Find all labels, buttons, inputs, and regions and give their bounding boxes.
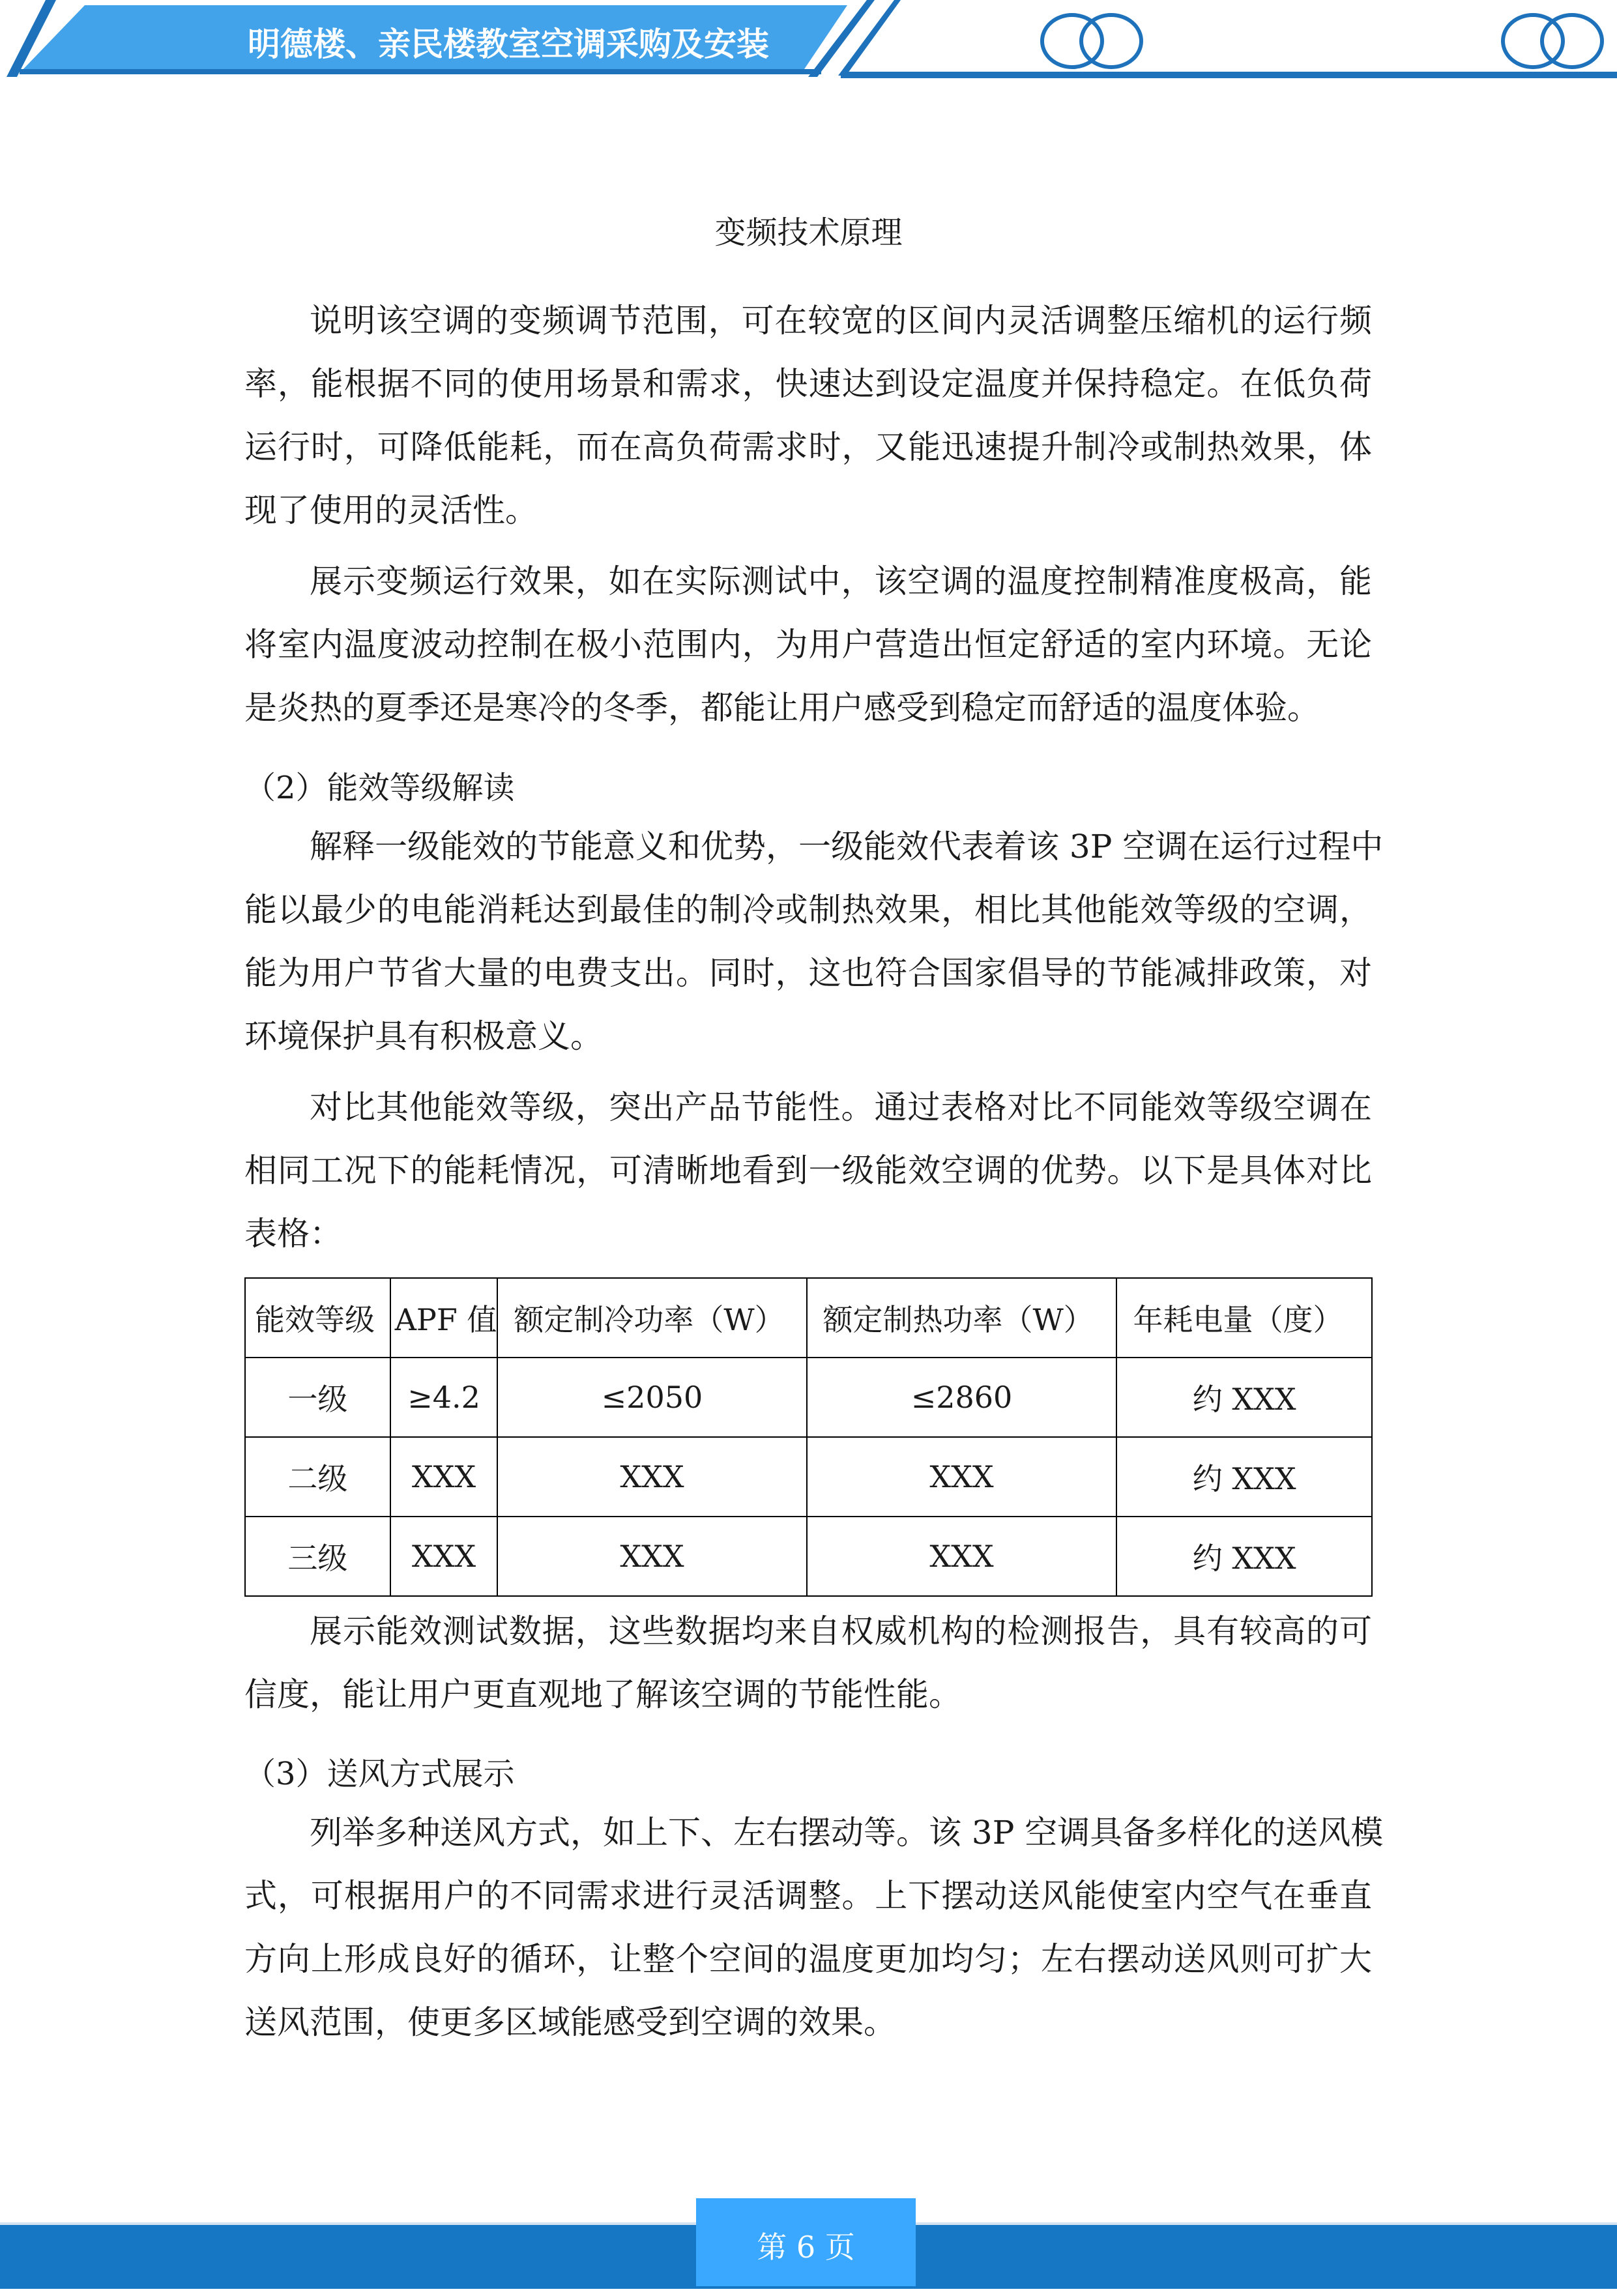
table-cell: ≥4.2 [390, 1358, 498, 1437]
table-cell: 一级 [245, 1358, 390, 1437]
paragraph-line: 将室内温度波动控制在极小范围内，为用户营造出恒定舒适的室内环境。无论 [244, 626, 1372, 663]
paragraph-line: 对比其他能效等级，突出产品节能性。通过表格对比不同能效等级空调在 [310, 1088, 1372, 1126]
subsection-heading: （3）送风方式展示 [244, 1756, 515, 1792]
paragraph-line: 解释一级能效的节能意义和优势，一级能效代表着该 3P 空调在运行过程中 [310, 828, 1384, 865]
paragraph-line: 信度，能让用户更直观地了解该空调的节能性能。 [244, 1676, 961, 1713]
table-row [245, 1517, 1372, 1596]
page-number: 第 6 页 [696, 2198, 916, 2286]
paragraph-line: 列举多种送风方式，如上下、左右摆动等。该 3P 空调具备多样化的送风模 [310, 1814, 1384, 1852]
energy-efficiency-table [244, 1277, 1373, 1597]
section-title: 变频技术原理 [714, 214, 903, 251]
table-cell: XXX [807, 1437, 1117, 1517]
paragraph-line: 相同工况下的能耗情况，可清晰地看到一级能效空调的优势。以下是具体对比 [244, 1152, 1372, 1189]
paragraph-line: 能以最少的电能消耗达到最佳的制冷或制热效果，相比其他能效等级的空调， [244, 891, 1372, 929]
paragraph [244, 1801, 1384, 2054]
table-cell: 约 XXX [1116, 1517, 1372, 1596]
table-header-cell: 额定制热功率（W） [807, 1278, 1117, 1358]
table-row [245, 1437, 1372, 1517]
paragraph [244, 1076, 1372, 1266]
table-cell: ≤2860 [807, 1358, 1117, 1437]
table-header-cell: 额定制冷功率（W） [497, 1278, 806, 1358]
paragraph-line: 展示能效测试数据，这些数据均来自权威机构的检测报告，具有较高的可 [310, 1612, 1372, 1650]
table-header-cell: APF 值 [390, 1278, 498, 1358]
paragraph-line: 能为用户节省大量的电费支出。同时，这也符合国家倡导的节能减排政策，对 [244, 954, 1372, 992]
table-header-row [245, 1278, 1372, 1358]
table-cell: 三级 [245, 1517, 390, 1596]
paragraph-line: 现了使用的灵活性。 [244, 491, 538, 529]
paragraph-line: 运行时，可降低能耗，而在高负荷需求时，又能迅速提升制冷或制热效果，体 [244, 428, 1372, 466]
paragraph [244, 550, 1372, 740]
table-row [245, 1358, 1372, 1437]
table-cell: 约 XXX [1116, 1358, 1372, 1437]
table-header-cell: 能效等级 [245, 1278, 390, 1358]
paragraph-line: 表格： [244, 1215, 342, 1253]
table-cell: XXX [807, 1517, 1117, 1596]
header-title: 明德楼、亲民楼教室空调采购及安装 [248, 25, 769, 63]
table-cell: ≤2050 [497, 1358, 806, 1437]
table-cell: 二级 [245, 1437, 390, 1517]
paragraph-line: 送风范围，使更多区域能感受到空调的效果。 [244, 2003, 896, 2041]
table-cell: XXX [497, 1437, 806, 1517]
paragraph-line: 说明该空调的变频调节范围，可在较宽的区间内灵活调整压缩机的运行频 [310, 302, 1372, 340]
paragraph [244, 815, 1384, 1068]
paragraph-line: 方向上形成良好的循环，让整个空间的温度更加均匀；左右摆动送风则可扩大 [244, 1940, 1372, 1978]
paragraph-line: 是炎热的夏季还是寒冷的冬季，都能让用户感受到稳定而舒适的温度体验。 [244, 689, 1320, 727]
paragraph-line: 展示变频运行效果，如在实际测试中，该空调的温度控制精准度极高，能 [310, 562, 1372, 600]
paragraph [244, 289, 1372, 542]
paragraph-line: 式，可根据用户的不同需求进行灵活调整。上下摆动送风能使室内空气在垂直 [244, 1877, 1372, 1915]
paragraph-line: 环境保护具有积极意义。 [244, 1017, 603, 1055]
table-header-cell: 年耗电量（度） [1116, 1278, 1372, 1358]
subsection-heading: （2）能效等级解读 [244, 770, 515, 806]
table-cell: XXX [497, 1517, 806, 1596]
table-cell: XXX [390, 1437, 498, 1517]
table-cell: 约 XXX [1116, 1437, 1372, 1517]
rings-logo-icon [1042, 15, 1602, 67]
paragraph [244, 1600, 1372, 1726]
table-cell: XXX [390, 1517, 498, 1596]
paragraph-line: 率，能根据不同的使用场景和需求，快速达到设定温度并保持稳定。在低负荷 [244, 365, 1372, 403]
